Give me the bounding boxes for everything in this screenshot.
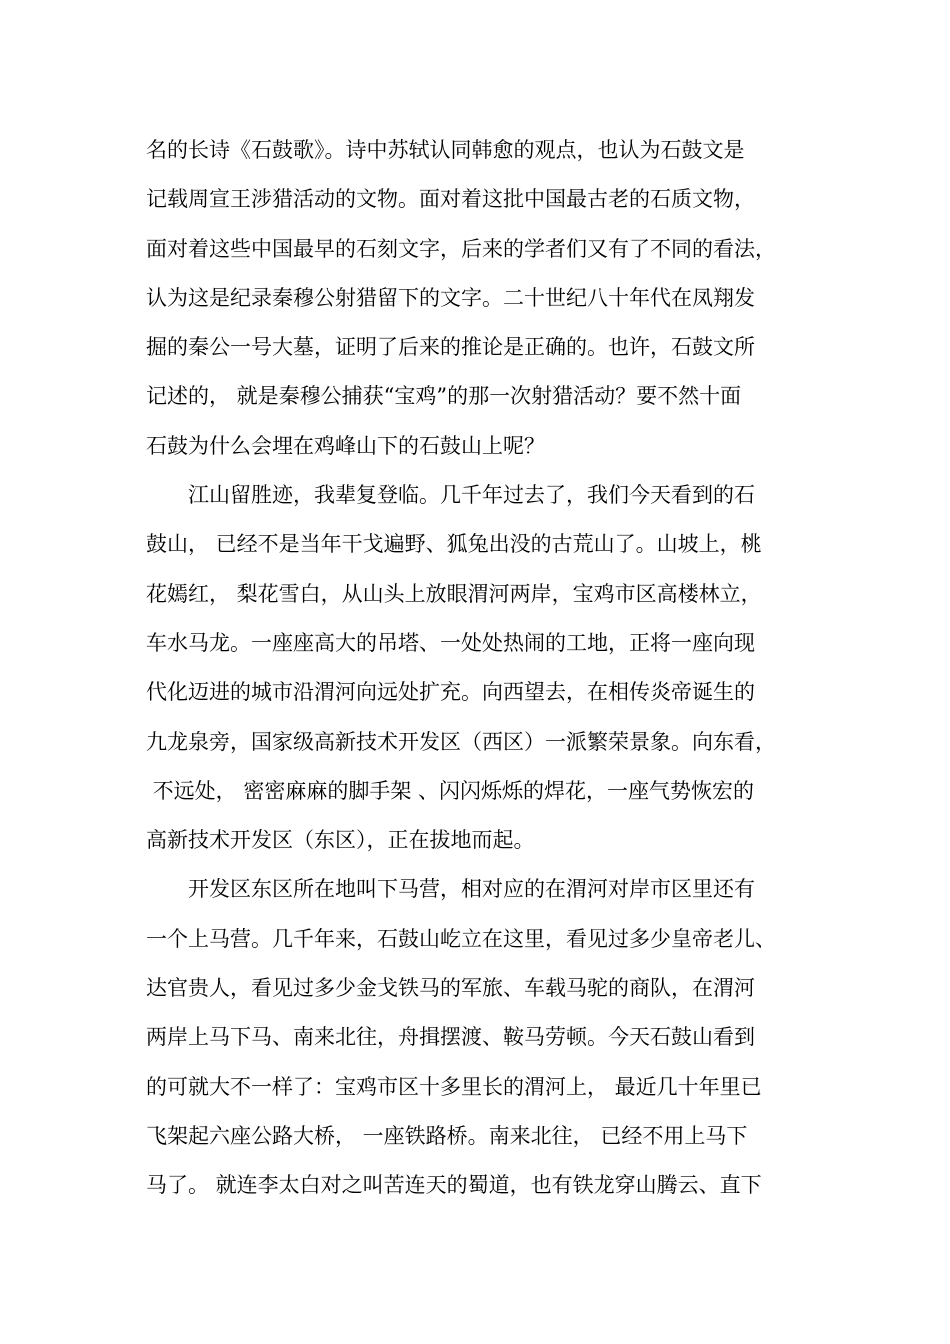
text-line: 认为这是纪录秦穆公射猎留下的文字。二十世纪八十年代在凤翔发 [146,285,755,310]
body-text [146,126,806,1211]
text-line: 达官贵人，看见过多少金戈铁马的军旅、车载马驼的商队，在渭河 [146,976,755,1001]
text-line: 一个上马营。几千年来，石鼓山屹立在这里，看见过多少皇帝老儿、 [146,926,776,951]
text-line: 不远处， 密密麻麻的脚手架 、闪闪烁烁的焊花，一座气势恢宏的 [146,778,755,803]
text-line: 花嫣红， 梨花雪白，从山头上放眼渭河两岸，宝鸡市区高楼林立， [146,581,762,606]
text-line: 高新技术开发区（东区），正在拔地而起。 [146,828,535,853]
text-line: 记载周宣王涉猎活动的文物。面对着这批中国最古老的石质文物， [146,187,755,212]
text-line: 记述的， 就是秦穆公捕获“宝鸡”的那一次射猎活动？要不然十面 [146,384,742,409]
text-line: 掘的秦公一号大墓，证明了后来的推论是正确的。也许，石鼓文所 [146,335,755,360]
text-line: 江山留胜迹，我辈复登临。几千年过去了，我们今天看到的石 [146,483,755,508]
text-line: 名的长诗《石鼓歌》。诗中苏轼认同韩愈的观点，也认为石鼓文是 [146,138,745,162]
text-line: 面对着这些中国最早的石刻文字，后来的学者们又有了不同的看法， [146,236,776,261]
text-line: 的可就大不一样了：宝鸡市区十多里长的渭河上， 最近几十年里已 [146,1074,762,1099]
text-line: 鼓山， 已经不是当年干戈遍野、狐兔出没的古荒山了。山坡上，桃 [146,532,762,557]
text-line: 飞架起六座公路大桥， 一座铁路桥。南来北往， 已经不用上马下 [146,1123,748,1148]
text-line: 两岸上马下马、南来北往，舟揖摆渡、鞍马劳顿。今天石鼓山看到 [146,1025,755,1050]
text-line: 代化迈进的城市沿渭河向远处扩充。向西望去，在相传炎帝诞生的 [146,680,755,705]
text-line: 石鼓为什么会埋在鸡峰山下的石鼓山上呢？ [146,433,545,458]
text-line: 开发区东区所在地叫下马营，相对应的在渭河对岸市区里还有 [146,877,755,902]
text-line: 九龙泉旁，国家级高新技术开发区（西区）一派繁荣景象。向东看， [146,729,776,754]
text-line: 车水马龙。一座座高大的吊塔、一处处热闹的工地，正将一座向现 [146,630,755,655]
text-line: 马了。 就连李太白对之叫苦连天的蜀道，也有铁龙穿山腾云、直下 [146,1173,762,1198]
